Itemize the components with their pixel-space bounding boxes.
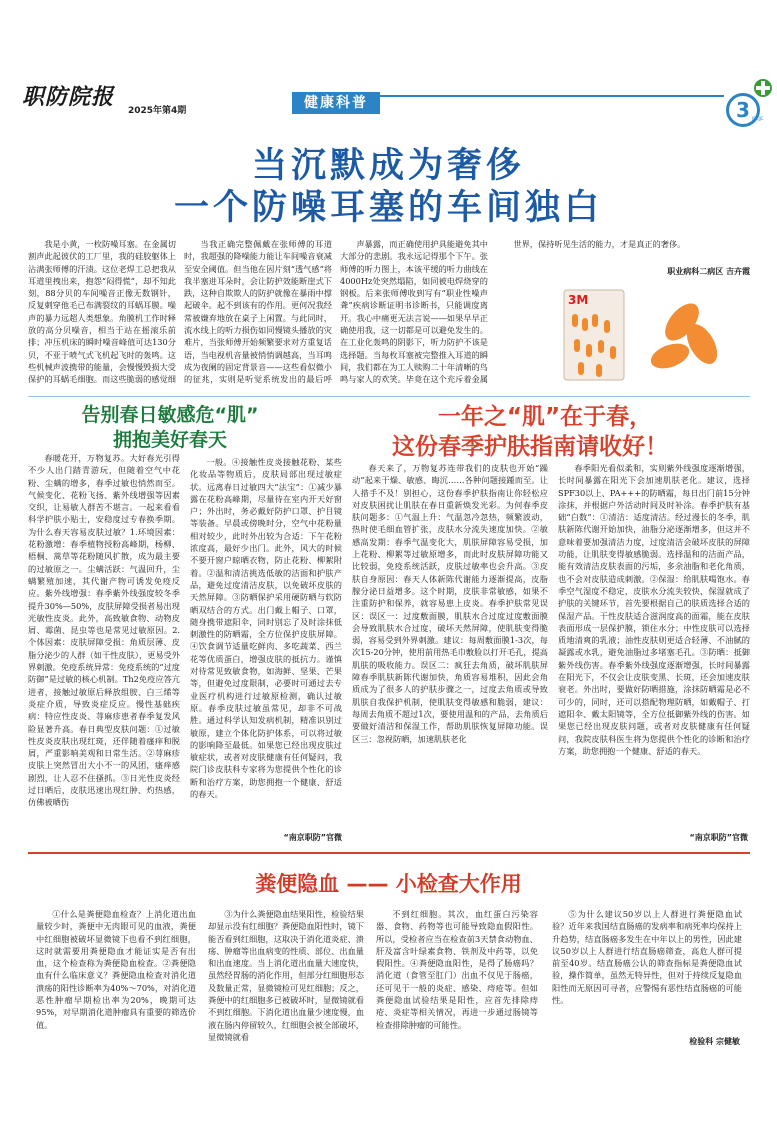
article3-text-1: 春天来了，万物复苏连带我们的皮肤也开始“躁动”起来干燥、敏感、晦沉……各种问题接踵而至。让人措手不及！别担心，这份春季护肤指南让你轻松应对皮肤困扰让肌肤在春日重新焕发光彩。为何春季皮肤问题多：①气温上升：气温忽冷忽热，频繁波动，热时使毛细血管扩张，皮肤水分流失速度加快。②敏感高发期：春季气温变化大，肌肤屏障容易受损，加上花粉、柳絮等过敏原增多，而此时皮肤屏障功能又比较弱，免疫系统活跃，皮肤过敏率也会升高。③皮肤自身原因：春天人体新陈代谢能力逐渐提高，皮脂腺分泌日益增多。这个时期，皮肤非常敏感，如果不注重防护和保养，就容易患上皮炎。春季护肤常见误区：误区一：过度敷面膜，肌肤水合过度过度敷面膜会导致肌肤水合过度，破坏天然屏障，使肌肤变得脆弱，容易受到外界刺激。建议：每周敷面膜1-3次，每次15-20分钟，使用前用热毛巾敷脸以打开毛孔，提高肌肤的吸收能力。误区二：疯狂去角质，破坏肌肤屏障春季肌肤新陈代谢加快，角质容易堆积，因此会角质成为了很多人的护肤步骤之一，过度去角质或导致肌肤自我保护机制，使肌肤变得敏感和脆弱，建议：每周去角质不超过1次，要使用温和的产品，去角质后要做好清洁和保湿工作，帮助肌肤恢复屏障功能。误区三：忽视防晒，加速肌肤老化: [352, 463, 548, 744]
hospital-logo: [752, 78, 774, 121]
article3-text-2: 春季阳光看似柔和，实则紫外线强度逐渐增强，长时间暴露在阳光下会加速肌肤老化。建议，选择SPF30以上、PA+++的防晒霜，每日出门前15分钟涂抹，并根据户外活动时间及时补涂。春季护肤有基础“白数”：①清洁：适度清洁。经过漫长的冬季，肌肤新陈代谢开始加快，油脂分泌逐渐增多，但这并不意味着要加强清洁力度，过度清洁会破坏皮肤的屏障功能，让肌肤变得敏感脆弱。选择温和的洁面产品，能有效清洁皮肤表面的污垢，多余油脂和老化角质，也不会对皮肤造成刺激。②保湿：给肌肤喝饱水。春季空气湿度不稳定，皮肤水分流失较快，保湿就成了护肤的关键环节，首先要根据自己的肤质选择合适的保湿产品。干性皮肤适合滋润度高的面霜，能在皮肤表面形成一层保护膜，锁住水分；中性皮肤可以选择质地清爽的乳液；油性皮肤则更适合轻薄、不油腻的凝露或水乳，避免油脂过多堵塞毛孔。③防晒：抵御紫外线伤害。春季紫外线强度逐渐增强，长时间暴露在阳光下，不仅会让皮肤变黑、长斑，还会加速皮肤衰老。外出时，要做好防晒措施，涂抹防晒霜是必不可少的，同时，还可以搭配物理防晒，如戴帽子、打遮阳伞、戴太阳镜等，全方位抵御紫外线的伤害。如果您已经出现皮肤问题，或者对皮肤健康有任何疑问，我院皮肤科医生将为您提供个性化的诊断和治疗方案，助您拥抱一个健康、舒适的春天。: [558, 463, 750, 756]
page-number: 3: [726, 93, 760, 127]
article4-text-2: ③为什么粪便隐血结果阳性，检验结果却显示没有红细胞？粪便隐血阳性时，镜下能否看到红细胞，这取决于消化道炎症、溃疡、肿瘤等出血病变的性质、部位、出血量和出血速度。当上消化道出血量大速度快，虽然经胃肠的消化作用，但部分红细胞形态及数量正常，显微镜检可见红细胞；反之，粪便中的红细胞多已被破坏时，显微镜就看不到红细胞。下消化道出血量少速度慢，血液在肠内停留较久，红细胞会被全部破坏，显微镜就看: [208, 909, 364, 1042]
article3-column-1: [352, 462, 548, 844]
article2-text-2: 一般。④接触性皮炎接触花粉、某些化妆品等物质后，皮肤局部出现过敏症状。远离春日过敏四大“法宝”：①减少暴露在花粉高峰期，尽量待在室内开天好窗户；外出时，务必戴好防护口罩、护目镜等装备。早晨或傍晚时分，空气中花粉量相对较少，此时外出较为合适：下午花粉浓度高，最好少出门。此外，风大的时候不要开窗户晾晒衣物，防止花粉、柳絮附着。②温和清洁挑选低敏的洁面和护肤产品，避免过度清洁皮肤，以免破坏皮肤的天然屏障。③防晒保护采用硬防晒与软防晒双结合的方式。出门戴上帽子、口罩，随身携带遮阳伞，同时别忘了及时涂抹低刺激性的防晒霜，全方位保护皮肤屏障。④饮食调节适量吃鲜肉、多吃蔬菜、西兰花等优质蛋白，增强皮肤的抵抗力。谨慎对待常见致敏食物，如海鲜、坚果、芒果等，但避免过度限制，必要时可通过去专业医疗机构进行过敏原检测，确认过敏原。春季皮肤过敏虽常见，却非不可战胜。通过科学认知发病机制，精准识别过敏原，建立个体化防护体系，可以将过敏的影响降至最低。如果您已经出现皮肤过敏症状，或者对皮肤健康有任何疑问，我院门诊皮肤科专家将为您提供个性化的诊断和治疗方案，助您拥抱一个健康、舒适的春天。: [190, 457, 342, 800]
article4-signature: 检验科 宗健敏: [689, 1037, 740, 1046]
earplug-product-image: [562, 284, 742, 384]
hospital-logo-text: JSZJJC: [752, 116, 764, 121]
article4-column-1: [36, 908, 196, 1048]
article1-title-line2: 一个防噪耳塞的车间独白: [173, 188, 603, 228]
article3-title-line2: 这份春季护肤指南请收好！: [392, 434, 668, 460]
section-divider-1: [28, 396, 750, 397]
hospital-logo-icon: [752, 78, 774, 112]
article1-text-2: 当我正确完整佩戴在张师傅的耳道时，我超强的降噪能力能让车间噪音衰减至安全阈值。但当他在因片刻“透气感”将我半塞进耳朵时，会让防护效能断崖式下跌，这种自欺欺人的防护就像在暴雨中撑起破伞。起不到该有的作用。更何况我经常被嫌弃地放在桌子上闲置。与此同时，流水线上的听力损伤如同慢镜头播放的灾难片，当张师傅开始频繁要求对方重复话语，当电视机音量被悄悄调越高，当耳鸣成为夜阑的固定背景音——这些看似微小的征兆，实则是听觉系统发出的最后呼: [184, 239, 332, 385]
article1-text-3: 声暴露，而正确使用护具能避免其中大部分的悲剧。我永远记得那个下午。张师傅的听力图上，本该平缓的听力曲线在4000Hz处突然塌陷，如同被电焊烧穿的钢板。后来张师傅收到写有“职业性噪声聋”疾病诊断证明书诊断书，只能调度离开。我心中痛更无法言说——如果早早正确使用我，这一切都是可以避免发生的。在工业化轰鸣的阴影下，听力防护不该是选择题。当每枚耳塞被完整推入耳道的瞬间，我们都在为工人赎购二十年清晰的鸟鸣与家人的欢笑。毕竟在这个充斥着金属: [340, 239, 488, 385]
article4-column-4: [552, 908, 742, 1034]
article3-title-line1: 一年之“肌”在于春，: [437, 404, 653, 430]
article1-author: 职业病科二病区 吉卉霞: [667, 267, 750, 276]
article1-text-4: 世界，保持听见生活的能力，才是真正的奢侈。: [513, 239, 686, 249]
article1-column-1: [28, 238, 176, 388]
section-divider-2: [28, 852, 750, 854]
article1-title-line1: 当沉默成为奢侈: [251, 146, 525, 186]
article2-title-line2: 拥抱美好春天: [112, 429, 227, 451]
article2-signature: “南京职防”官微: [283, 833, 342, 842]
article4-text-1: ①什么是粪便隐血检查？上消化道出血量较少时，粪便中无肉眼可见的血液，粪便中红细胞被破坏显微镜下也看不到红细胞，这时就需要用粪便隐血才能证实是否有出血，这个检查称为粪便隐血检查。②粪便隐血有什么临床意义？粪便隐血检查对消化道溃疡的阳性诊断率为40%～70%，对消化道恶性肿瘤早期检出率为20%，晚期可达95%，对早期消化道肿瘤具有重要的筛选价值。: [36, 909, 196, 1030]
article4-text-3: 不到红细胞。其次，血红蛋白污染容器、食物、药物等也可能导致隐血假阳性。所以，受检者应当在检查前3天禁食动物血、肝及富含叶绿素食物、铁剂及中药等，以免假阳性。④粪便隐血阳性，是得了肠癌吗？消化道（食管至肛门）出血不仅见于肠癌，还可见于一般的炎症、感染、痔疮等。但如粪便隐血试验结果是阳性，应首先排除痔疮、炎症等相关情况，再进一步通过肠镜等检查排除肿瘤的可能性。: [376, 909, 538, 1030]
masthead-title: 职防院报: [22, 84, 115, 110]
article1-column-3: [340, 238, 488, 388]
earplug-brand-logo: 3M: [568, 293, 589, 307]
article2-column-1: [28, 452, 180, 844]
article4-text-4: ⑤为什么建议50岁以上人群进行粪便隐血试验？近年来我国结直肠癌的发病率和病死率均保持上升趋势，结直肠癌多发生在中年以上的男性，因此建议50岁以上人群进行结直肠癌筛查，高危人群可提前至40岁。结直肠癌公认的筛查指标是粪便隐血试验，操作简单，虽然无特异性，但对于持续反复隐血阳性而无原因可寻者，应警惕有恶性结直肠癌的可能性。: [552, 909, 742, 1006]
article1-column-2: [184, 238, 332, 388]
section-label: 健康科普: [292, 92, 380, 114]
article1-column-4: [497, 238, 749, 262]
article4-column-3: [376, 908, 538, 1048]
article3-column-2: [558, 462, 750, 828]
article3-signature: “南京职防”官微: [689, 833, 748, 842]
masthead-issue: 2025年第4期: [128, 106, 187, 116]
article4-column-2: [208, 908, 364, 1048]
article2-text-1: 春暖花开，万物复苏。大好春光引得不少人出门踏青游玩，但随着空气中花粉、尘螨的增多，春季过敏也悄然而至。气候变化、花粉飞扬、紫外线增强等因素交织，让易敏人群苦不堪言。一起来看看科学护肤小贴士，安稳度过专春换季期。为什么春天容易皮肤过敏？1.环境因素：花粉激增：春季植物授粉高峰期，杨柳、梧桐、蒿草等花粉随风扩散，成为最主要的过敏原之一。尘螨活跃：气温回升，尘螨繁殖加速，其代谢产物可诱发免疫反应。紫外线增强：春季紫外线强度较冬季提升30%—50%，皮肤屏障受损者易出现光敏性皮炎。此外，高致敏食物、动物皮屑、霉菌、昆虫等也是常见过敏原因。2.个体因素：皮肤屏障受损：角质层薄、皮脂分泌少的人群（如干性皮肤），更易受外界刺激。免疫系统异常：免疫系统的“过度防御”是过敏的核心机制。Th2免疫应答亢进者，接触过敏原后释放组胺、白三烯等炎症介质，导致炎症反应。慢性基础疾病：特应性皮炎、荨麻疹患者春季复发风险显著升高。春日典型皮肤问题：①过敏性皮炎皮肤出现红斑，还伴随着瘙痒和脱屑，严重影响美观和日常生活。②荨麻疹皮肤上突然冒出大小不一的风团，瘙痒感剧烈，让人忍不住搔抓。③日光性皮炎经过日晒后，皮肤迅速出现红肿、灼热感，仿佛被晒伤: [28, 453, 180, 808]
article2-column-2: [190, 456, 342, 828]
article2-title-line1: 告别春日敏感危“肌”: [81, 404, 259, 426]
article4-title: 粪便隐血 —— 小检查大作用: [255, 872, 522, 896]
article1-text-1: 我是小黄，一枚防噪耳塞。在金属切割声此起彼伏的工厂里，我的硅胶躯体上沾满张师傅的汗渍。这位老焊工总把我从耳道里拽出来，抱怨“闷得慌”，却不知此刻，88分贝的车间噪音正像无数钢针，反复刺穿他毛已布满裂纹的耳蜗耳膜。噪声的暴力远超人类想象。角膜机工作时释放的高分贝噪音，相当于站在摇滚乐前排；冲压机床的瞬时噪音峰值可达130分贝，不亚于喷气式飞机起飞时的轰鸣。这些机械声波携带的能量，会慢慢毁损大受保护的耳蜗毛细胞。而这些脆弱的感觉细: [28, 239, 176, 385]
earplug-package-illustration: [562, 284, 742, 384]
